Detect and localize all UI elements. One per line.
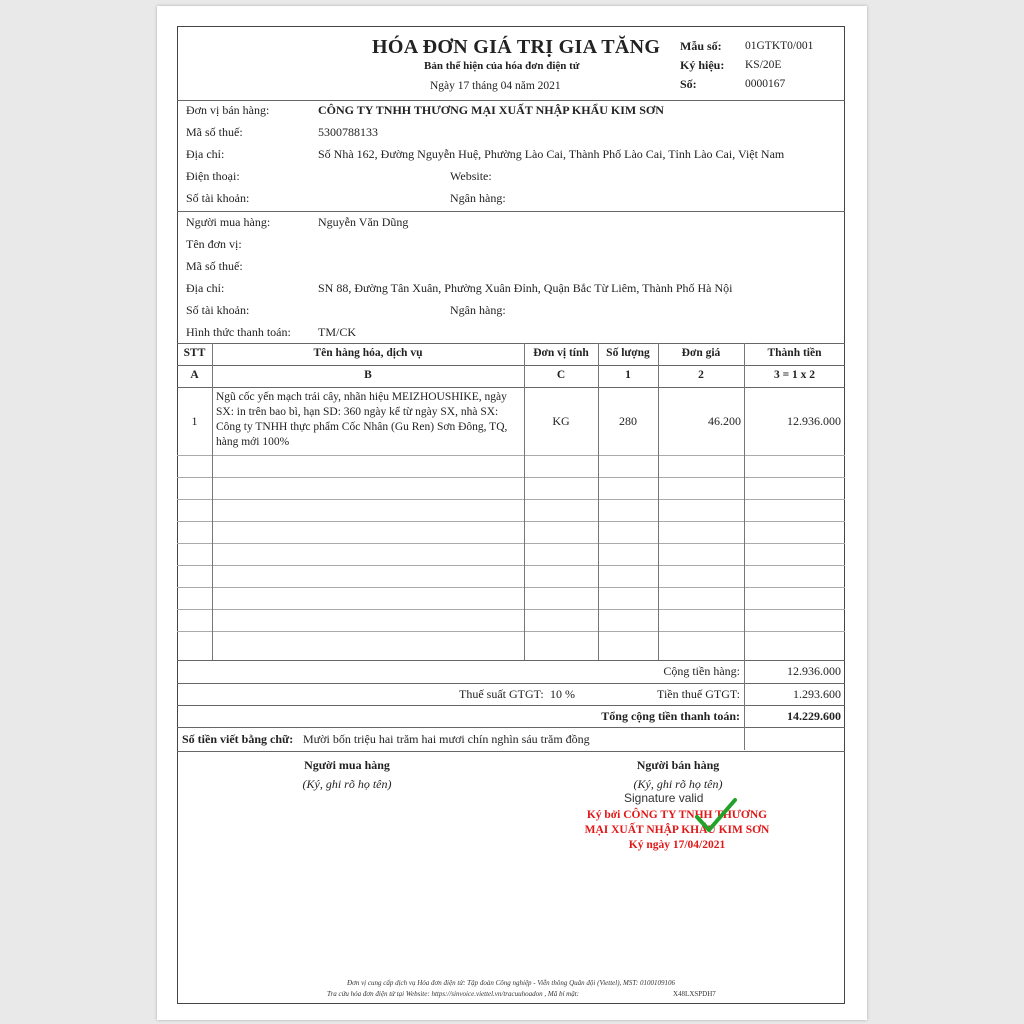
seller-name: CÔNG TY TNHH THƯƠNG MẠI XUẤT NHẬP KHẨU KIM SƠN bbox=[318, 103, 664, 117]
invoice-title: HÓA ĐƠN GIÁ TRỊ GIA TĂNG bbox=[372, 36, 661, 58]
col-header-qty: Số lượng bbox=[606, 347, 650, 359]
col-code-b: B bbox=[364, 369, 372, 381]
seller-tax: 5300788133 bbox=[318, 125, 378, 139]
vat-rate-label: Thuế suất GTGT: bbox=[459, 687, 544, 701]
seller-tax-label: Mã số thuế: bbox=[186, 125, 243, 139]
seller-signature-title: Người bán hàng bbox=[636, 758, 720, 772]
col-code-2: 2 bbox=[698, 369, 704, 381]
signature-check-icon bbox=[694, 797, 738, 837]
buyer-name-label: Người mua hàng: bbox=[186, 215, 271, 229]
amount-in-words: Mười bốn triệu hai trăm hai mươi chín nghìn sáu trăm đồng bbox=[303, 732, 590, 746]
col-header-unit: Đơn vị tính bbox=[533, 347, 589, 359]
row-1-amount: 12.936.000 bbox=[787, 414, 841, 428]
total-label: Tổng cộng tiền thanh toán: bbox=[601, 709, 740, 723]
payment-label: Hình thức thanh toán: bbox=[186, 325, 291, 339]
buyer-signature-hint: (Ký, ghi rõ họ tên) bbox=[302, 777, 392, 791]
form-value: 01GTKT0/001 bbox=[745, 40, 814, 52]
symbol-value: KS/20E bbox=[745, 59, 782, 71]
signed-by-line-2: MẠI XUẤT NHẬP KHẨU KIM SƠN bbox=[584, 824, 770, 836]
invoice-page bbox=[157, 6, 867, 1020]
col-header-amount: Thành tiền bbox=[767, 347, 822, 359]
footer-provider: Đơn vị cung cấp dịch vụ Hóa đơn điện tử: Tập đoàn Công nghiệp - Viễn thông Quân đội (Viettel), MST: 0100109106 bbox=[347, 979, 675, 987]
seller-address: Số Nhà 162, Đường Nguyễn Huệ, Phường Lào Cai, Thành Phố Lào Cai, Tỉnh Lào Cai, Việt Nam bbox=[318, 147, 785, 161]
col-code-a: A bbox=[190, 369, 199, 381]
col-header-stt: STT bbox=[183, 347, 206, 359]
buyer-name: Nguyễn Văn Dũng bbox=[318, 215, 409, 229]
col-header-price: Đơn giá bbox=[681, 347, 721, 359]
seller-signature-hint: (Ký, ghi rõ họ tên) bbox=[633, 777, 723, 791]
footer-secret-code: X48LXSPDH7 bbox=[673, 990, 716, 998]
invoice-date: Ngày 17 tháng 04 năm 2021 bbox=[430, 80, 561, 92]
seller-address-label: Địa chỉ: bbox=[186, 147, 225, 161]
buyer-signature-title: Người mua hàng bbox=[304, 758, 390, 772]
col-code-1: 1 bbox=[625, 369, 631, 381]
number-label: Số: bbox=[680, 77, 697, 91]
seller-account-label: Số tài khoản: bbox=[186, 191, 250, 205]
signature-valid-text: Signature valid bbox=[624, 791, 704, 805]
vat-label: Tiền thuế GTGT: bbox=[657, 687, 740, 701]
row-1-qty: 280 bbox=[619, 414, 637, 428]
col-code-3: 3 = 1 x 2 bbox=[773, 369, 816, 381]
amount-in-words-label: Số tiền viết bằng chữ: bbox=[182, 732, 294, 746]
buyer-address: SN 88, Đường Tân Xuân, Phường Xuân Đỉnh, Quận Bắc Từ Liêm, Thành Phố Hà Nội bbox=[318, 281, 733, 295]
row-1-unit: KG bbox=[552, 414, 570, 428]
signed-date: Ký ngày 17/04/2021 bbox=[628, 839, 726, 851]
subtotal-label: Cộng tiền hàng: bbox=[663, 664, 740, 678]
buyer-account-label: Số tài khoản: bbox=[186, 303, 250, 317]
payment-method: TM/CK bbox=[318, 325, 357, 339]
buyer-address-label: Địa chỉ: bbox=[186, 281, 225, 295]
subtotal-value: 12.936.000 bbox=[787, 664, 841, 678]
invoice-subtitle: Bản thể hiện của hóa đơn điện tử bbox=[424, 60, 580, 72]
footer-lookup: Tra cứu hóa đơn điện tử tại Website: https://sinvoice.viettel.vn/tracuuhoadon , Mã bí mật: bbox=[327, 990, 579, 998]
symbol-label: Ký hiệu: bbox=[680, 58, 725, 72]
number-value: 0000167 bbox=[745, 78, 786, 90]
seller-name-label: Đơn vị bán hàng: bbox=[186, 103, 270, 117]
buyer-bank-label: Ngân hàng: bbox=[450, 303, 506, 317]
row-1-price: 46.200 bbox=[708, 414, 741, 428]
total-value: 14.229.600 bbox=[787, 709, 841, 723]
buyer-unit-label: Tên đơn vị: bbox=[186, 237, 242, 251]
col-header-description: Tên hàng hóa, dịch vụ bbox=[313, 347, 423, 359]
buyer-tax-label: Mã số thuế: bbox=[186, 259, 243, 273]
col-code-c: C bbox=[556, 369, 566, 381]
seller-phone-label: Điện thoại: bbox=[186, 169, 240, 183]
form-label: Mẫu số: bbox=[680, 39, 722, 53]
signed-by-line-1: Ký bởi CÔNG TY TNHH THƯƠNG bbox=[586, 809, 768, 821]
vat-value: 1.293.600 bbox=[793, 687, 841, 701]
vat-rate-value: 10 % bbox=[550, 687, 575, 701]
row-1-description: Ngũ cốc yến mạch trái cây, nhãn hiệu MEIZHOUSHIKE, ngày SX: in trên bao bì, hạn SD: 360 ngày kể từ ngày SX, nhà SX: Công ty TNHH thực phẩm Cốc Nhân (Gu Ren) Sơn Đông, TQ, hàng mới 100% bbox=[216, 391, 508, 448]
seller-bank-label: Ngân hàng: bbox=[450, 191, 506, 205]
row-1-stt: 1 bbox=[191, 414, 198, 428]
seller-website-label: Website: bbox=[450, 169, 492, 183]
